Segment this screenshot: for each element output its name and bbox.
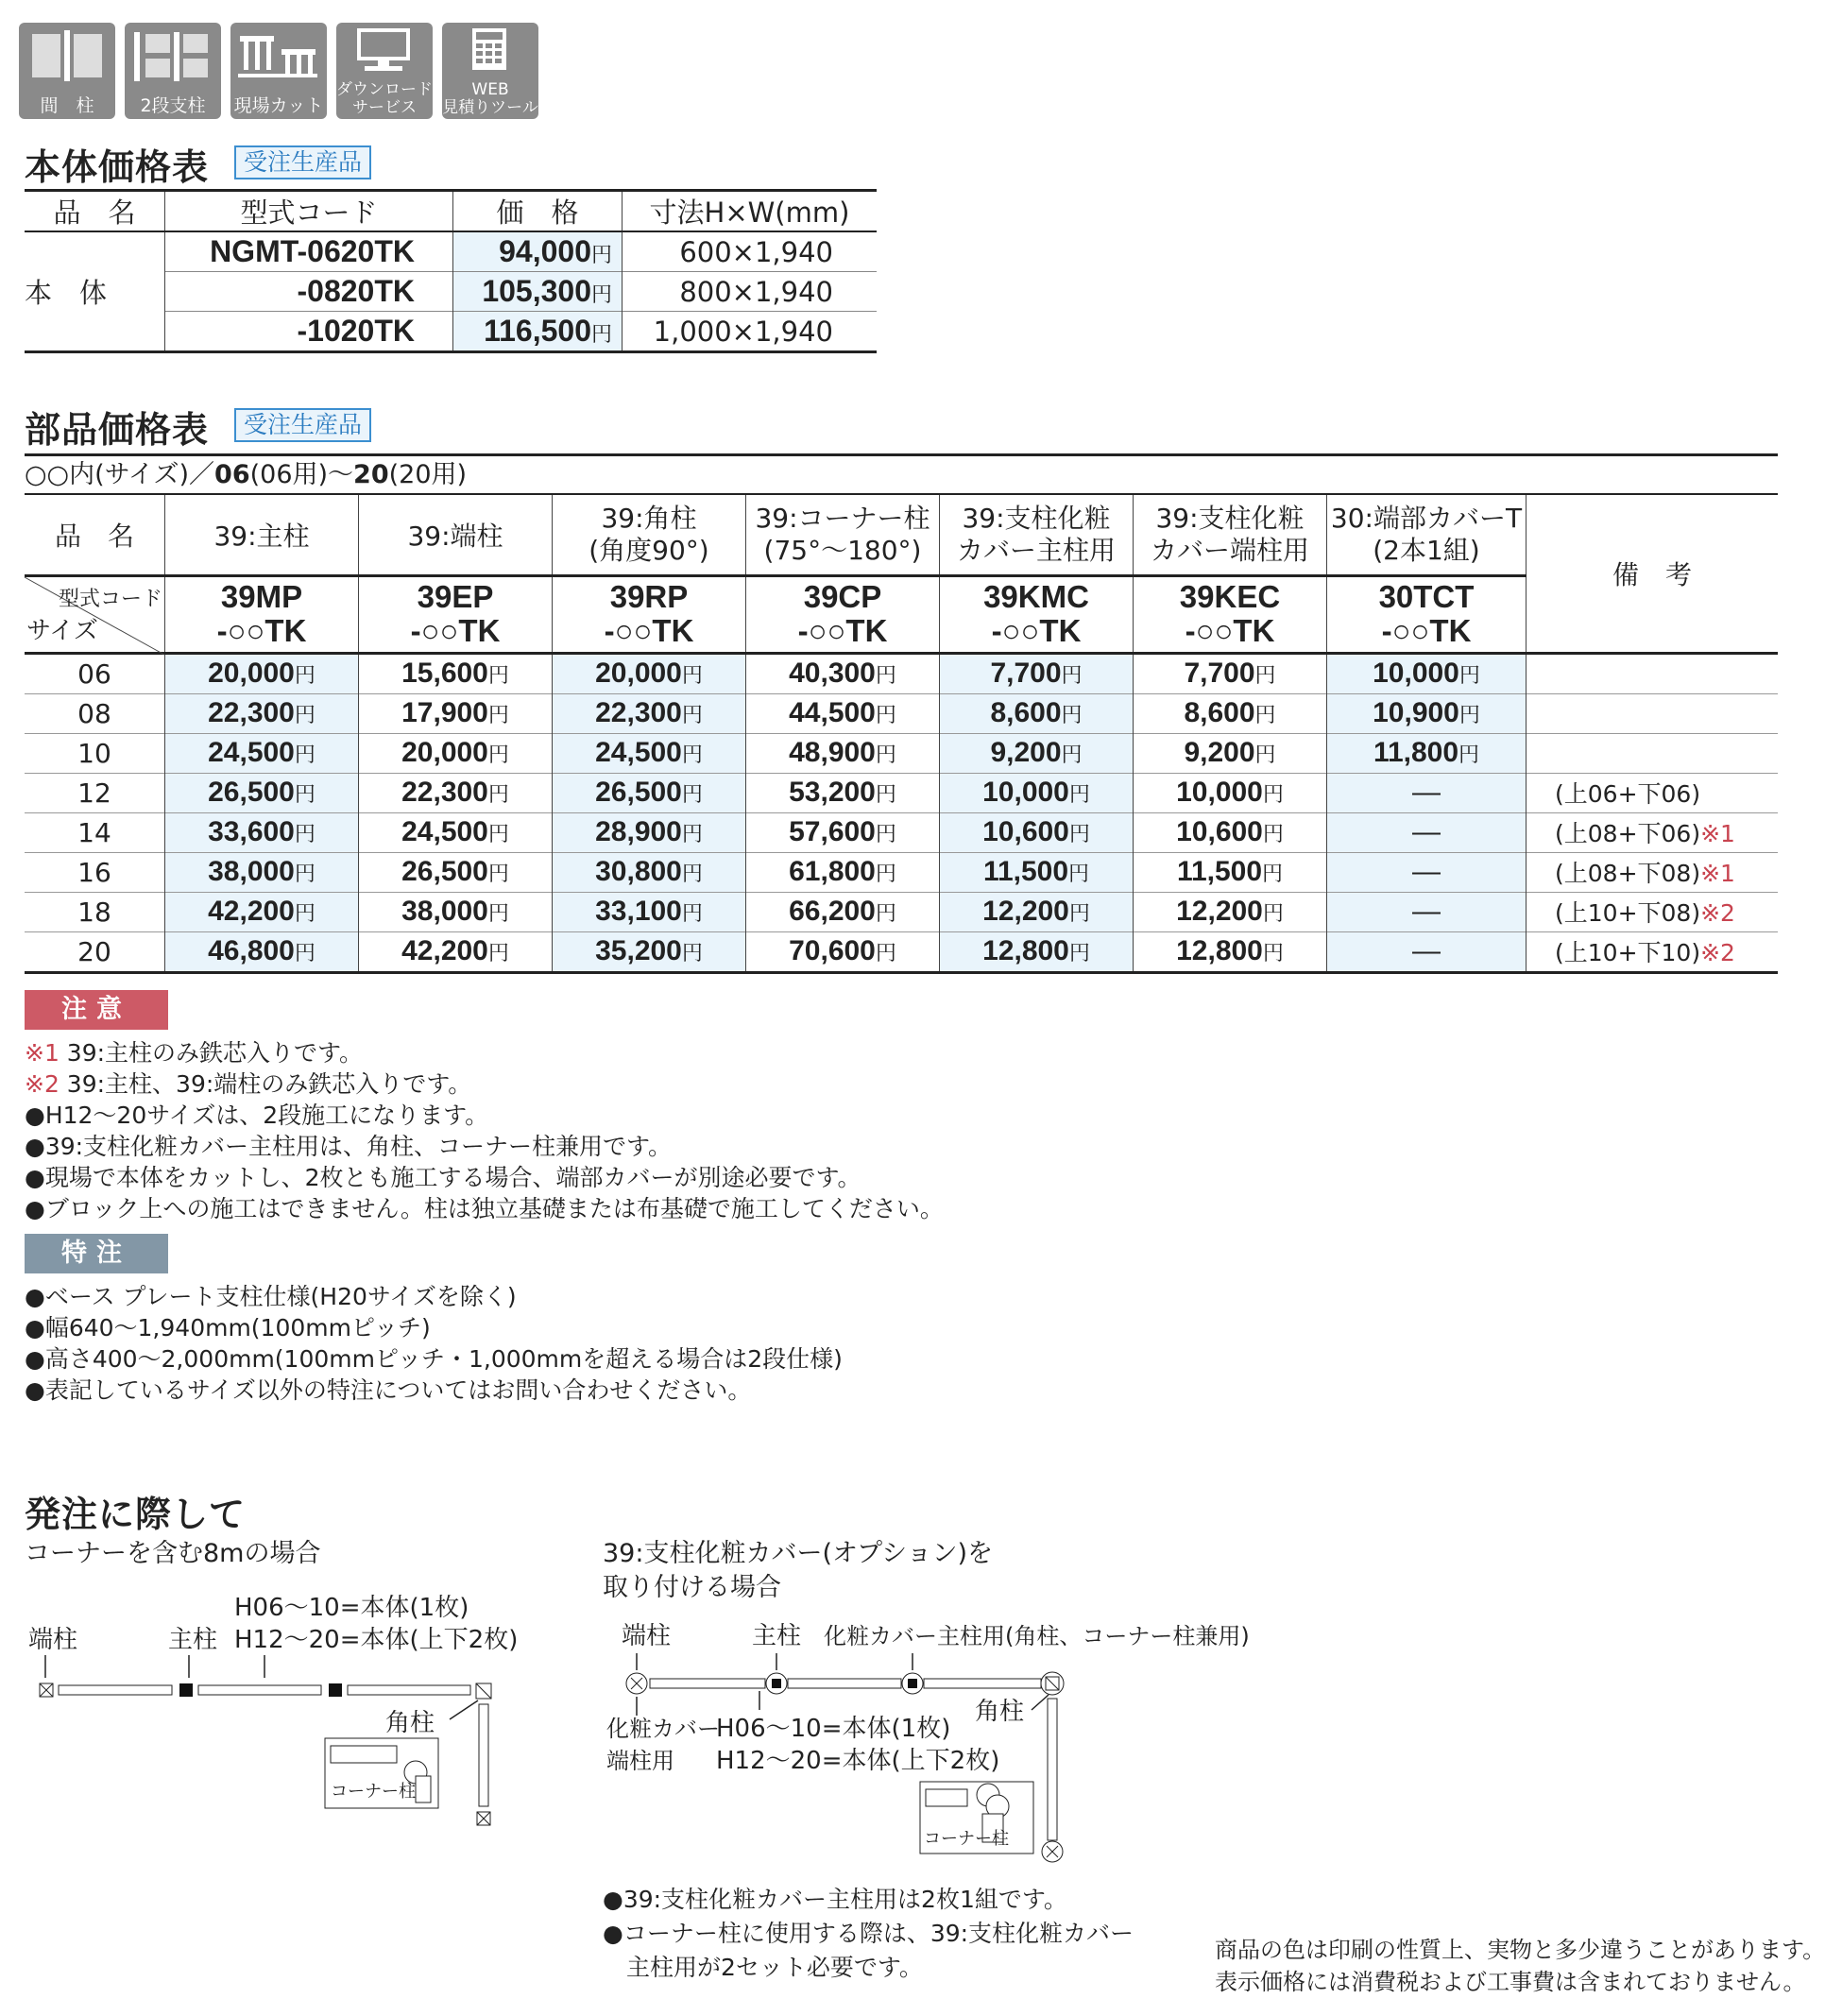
icon-mabashira xyxy=(19,23,115,119)
price-cell: 61,800円 xyxy=(746,852,940,892)
size-cell: 20 xyxy=(77,935,111,967)
special-order-badge: 特注 xyxy=(25,1234,168,1273)
panel xyxy=(788,1679,901,1688)
price-cell: — xyxy=(1327,773,1527,812)
price-cell: 12,200円 xyxy=(940,892,1134,931)
table-row xyxy=(25,812,1778,852)
price-cell: 42,200円 xyxy=(359,931,553,972)
order-left-sub: コーナーを含む8mの場合 xyxy=(25,1539,321,1568)
price-cell: 11,800円 xyxy=(1327,733,1527,773)
corner-detail xyxy=(920,1782,1033,1854)
price-cell: 10,900円 xyxy=(1327,693,1527,733)
price-cell: 33,100円 xyxy=(553,892,746,931)
size-cell: 18 xyxy=(77,896,111,928)
price-cell: — xyxy=(1327,931,1527,972)
size-cell: 10 xyxy=(77,737,111,769)
code-cell: NGMT-0620TK xyxy=(165,231,453,272)
remark-cell xyxy=(1527,733,1779,773)
col-header: 39:支柱化粧 カバー端柱用 xyxy=(1134,494,1327,575)
label-corner: 角柱 xyxy=(975,1698,1025,1726)
left-layout-diagram xyxy=(19,1587,567,1833)
size-cell: 16 xyxy=(77,856,111,888)
panel xyxy=(348,1685,470,1695)
price-cell: 53,200円 xyxy=(746,773,940,812)
order-bullet: ●39:支柱化粧カバー主柱用は2枚1組です。 xyxy=(603,1886,1067,1913)
price-cell: 15,600円 xyxy=(359,653,553,693)
label-h2: H12～20=本体(上下2枚) xyxy=(716,1747,1000,1775)
svg-text:コーナー柱: コーナー柱 xyxy=(331,1782,416,1802)
main-table-title: 本体価格表 xyxy=(25,146,210,188)
table-row xyxy=(25,931,1778,972)
icon-download xyxy=(336,23,433,119)
header-price: 価 格 xyxy=(453,191,623,232)
caution-badge: 注意 xyxy=(25,990,168,1030)
size-notation: ○○内(サイズ)／06(06用)～20(20用) xyxy=(25,460,468,489)
size-cell: 14 xyxy=(77,816,111,848)
price-cell: 38,000円 xyxy=(359,892,553,931)
price-cell: 22,300円 xyxy=(553,693,746,733)
label-end-post: 端柱 xyxy=(622,1622,672,1650)
col-header: 39:支柱化粧 カバー主柱用 xyxy=(940,494,1134,575)
label-main-post: 主柱 xyxy=(752,1622,802,1650)
remark-cell xyxy=(1527,653,1779,693)
caution-line: ●H12～20サイズは、2段施工になります。 xyxy=(25,1102,489,1129)
price-cell: 20,000円 xyxy=(553,653,746,693)
code-cell: -1020TK xyxy=(165,312,453,352)
caution-line: ●ブロック上への施工はできません。柱は独立基礎または布基礎で施工してください。 xyxy=(25,1195,944,1222)
price-cell: 48,900円 xyxy=(746,733,940,773)
size-cell: 12 xyxy=(77,777,111,809)
end-post-mark xyxy=(40,1683,53,1697)
footer-line: 商品の色は印刷の性質上、実物と多少違うことがあります。 xyxy=(1215,1937,1825,1963)
panel xyxy=(924,1679,1041,1688)
table-row xyxy=(25,653,1778,693)
order-right-sub-1: 39:支柱化粧カバー(オプション)を xyxy=(603,1539,994,1568)
label-h1: H06～10=本体(1枚) xyxy=(716,1715,951,1743)
footer-line: 表示価格には消費税および工事費は含まれておりません。 xyxy=(1215,1969,1806,1995)
panel-vertical xyxy=(1048,1699,1057,1840)
corner-post-mark xyxy=(476,1683,491,1699)
monitor-icon xyxy=(336,26,431,79)
panel xyxy=(59,1685,172,1695)
cut-icon xyxy=(230,30,325,83)
price-cell: 40,300円 xyxy=(746,653,940,693)
calculator-icon xyxy=(442,26,537,79)
price-cell: — xyxy=(1327,852,1527,892)
price-cell: 24,500円 xyxy=(553,733,746,773)
price-cell: 35,200円 xyxy=(553,931,746,972)
price-cell: 22,300円 xyxy=(165,693,359,733)
col-header: 39:角柱 (角度90°) xyxy=(553,494,746,575)
size-cell: 1,000×1,940 xyxy=(623,312,878,352)
cover-main-post-mark xyxy=(766,1673,787,1694)
size-cell: 800×1,940 xyxy=(623,272,878,312)
panel xyxy=(198,1685,321,1695)
made-to-order-tag: 受注生産品 xyxy=(234,408,371,442)
price-cell: — xyxy=(1327,812,1527,852)
price-cell: 12,800円 xyxy=(940,931,1134,972)
katashiki-label: 型式コード xyxy=(58,587,162,611)
corner-detail xyxy=(325,1738,438,1808)
caution-line: ●39:支柱化粧カバー主柱用は、角柱、コーナー柱兼用です。 xyxy=(25,1133,673,1160)
panel-icon xyxy=(19,30,113,83)
code-header: 39MP -○○TK xyxy=(165,575,359,653)
price-cell: 10,000円 xyxy=(1327,653,1527,693)
remark-cell: (上10+下08)※2 xyxy=(1527,892,1779,931)
code-header: 39KEC -○○TK xyxy=(1134,575,1327,653)
remark-cell: (上06+下06) xyxy=(1527,773,1779,812)
corner-post-mark xyxy=(1041,1672,1064,1695)
table-row xyxy=(25,852,1778,892)
header-hinmei: 品 名 xyxy=(54,520,134,552)
price-cell: 12,200円 xyxy=(1134,892,1327,931)
price-cell: 26,500円 xyxy=(359,852,553,892)
parts-table-title: 部品価格表 xyxy=(25,409,210,451)
remark-cell: (上08+下08)※1 xyxy=(1527,852,1779,892)
special-line: ●表記しているサイズ以外の特注についてはお問い合わせください。 xyxy=(25,1376,752,1404)
price-cell: 7,700円 xyxy=(1134,653,1327,693)
icon-label-2: サービス xyxy=(352,98,417,117)
panel-vertical xyxy=(479,1704,488,1806)
order-bullet: ●コーナー柱に使用する際は、39:支柱化粧カバー xyxy=(603,1920,1134,1947)
table-row xyxy=(25,773,1778,812)
price-cell: 30,800円 xyxy=(553,852,746,892)
special-line: ●幅640～1,940mm(100mmピッチ) xyxy=(25,1314,431,1341)
table-row xyxy=(25,693,1778,733)
header-code-size xyxy=(25,575,165,653)
price-cell: 26,500円 xyxy=(165,773,359,812)
remark-cell: (上10+下10)※2 xyxy=(1527,931,1779,972)
caution-line: ●現場で本体をカットし、2枚とも施工する場合、端部カバーが別途必要です。 xyxy=(25,1164,861,1191)
price-cell: 8,600円 xyxy=(1134,693,1327,733)
price-cell: 94,000円 xyxy=(453,231,623,272)
price-cell: 22,300円 xyxy=(359,773,553,812)
parts-price-table xyxy=(25,493,1778,974)
price-cell: 38,000円 xyxy=(165,852,359,892)
icon-2dan xyxy=(125,23,221,119)
price-cell: 66,200円 xyxy=(746,892,940,931)
svg-text:コーナー柱: コーナー柱 xyxy=(924,1829,1009,1849)
icon-genba-cut xyxy=(230,23,327,119)
code-header: 39EP -○○TK xyxy=(359,575,553,653)
price-cell: 10,600円 xyxy=(1134,812,1327,852)
order-title: 発注に際して xyxy=(25,1494,247,1535)
header-code: 型式コード xyxy=(165,191,453,232)
price-cell: 11,500円 xyxy=(940,852,1134,892)
size-label: サイズ xyxy=(26,616,98,645)
label-cover-end-1: 化粧カバー xyxy=(606,1716,720,1742)
price-cell: 10,000円 xyxy=(940,773,1134,812)
cover-end-post-mark xyxy=(626,1673,647,1694)
special-line: ●ベース プレート支柱仕様(H20サイズを除く) xyxy=(25,1283,517,1310)
header-size: 寸法H×W(mm) xyxy=(623,191,878,232)
cover-main-post-mark xyxy=(902,1673,923,1694)
price-cell: 57,600円 xyxy=(746,812,940,852)
table-row xyxy=(25,733,1778,773)
price-cell: 10,600円 xyxy=(940,812,1134,852)
header-biko: 備 考 xyxy=(1527,494,1779,653)
label-cover-end-2: 端柱用 xyxy=(606,1748,674,1774)
size-cell: 08 xyxy=(77,697,111,729)
price-cell: 105,300円 xyxy=(453,272,623,312)
label-main-post: 主柱 xyxy=(168,1626,218,1654)
code-header: 39KMC -○○TK xyxy=(940,575,1134,653)
price-cell: 24,500円 xyxy=(359,812,553,852)
price-cell: 12,800円 xyxy=(1134,931,1327,972)
order-right-sub-2: 取り付ける場合 xyxy=(603,1573,781,1602)
price-cell: 42,200円 xyxy=(165,892,359,931)
price-cell: — xyxy=(1327,892,1527,931)
code-header: 39RP -○○TK xyxy=(553,575,746,653)
col-header: 39:主柱 xyxy=(165,494,359,575)
price-cell: 70,600円 xyxy=(746,931,940,972)
caution-line: ※1 39:主柱のみ鉄芯入りです。 xyxy=(25,1039,364,1067)
icon-label: 2段支柱 xyxy=(140,95,206,116)
code-cell: -0820TK xyxy=(165,272,453,312)
icon-label-1: ダウンロード xyxy=(336,80,433,99)
col-header: 39:コーナー柱 (75°～180°) xyxy=(746,494,940,575)
price-cell: 24,500円 xyxy=(165,733,359,773)
size-cell: 06 xyxy=(77,658,111,690)
made-to-order-tag: 受注生産品 xyxy=(234,145,371,179)
remark-cell xyxy=(1527,693,1779,733)
label-h1: H06～10=本体(1枚) xyxy=(234,1594,469,1622)
table-row xyxy=(25,892,1778,931)
end-post-mark xyxy=(477,1812,490,1825)
label-end-post: 端柱 xyxy=(28,1626,78,1654)
icon-label: 間 柱 xyxy=(40,95,94,116)
caution-line: ※2 39:主柱、39:端柱のみ鉄芯入りです。 xyxy=(25,1070,472,1098)
label-corner: 角柱 xyxy=(385,1709,435,1737)
price-cell: 20,000円 xyxy=(359,733,553,773)
row-label-hontai: 本 体 xyxy=(25,277,108,309)
price-cell: 10,000円 xyxy=(1134,773,1327,812)
remark-cell: (上08+下06)※1 xyxy=(1527,812,1779,852)
order-bullet: 主柱用が2セット必要です。 xyxy=(603,1954,923,1981)
price-cell: 9,200円 xyxy=(1134,733,1327,773)
main-price-table xyxy=(25,189,877,353)
right-layout-diagram xyxy=(601,1612,1250,1876)
price-cell: 9,200円 xyxy=(940,733,1134,773)
icon-label-1: WEB xyxy=(471,80,509,99)
main-post-mark xyxy=(329,1683,342,1697)
code-header: 39CP -○○TK xyxy=(746,575,940,653)
price-cell: 26,500円 xyxy=(553,773,746,812)
main-post-mark xyxy=(179,1683,193,1697)
price-cell: 7,700円 xyxy=(940,653,1134,693)
price-cell: 17,900円 xyxy=(359,693,553,733)
special-line: ●高さ400～2,000mm(100mmピッチ・1,000mmを超える場合は2段仕様) xyxy=(25,1345,843,1373)
icon-label: 現場カット xyxy=(233,95,324,116)
size-cell: 600×1,940 xyxy=(623,231,878,272)
price-cell: 46,800円 xyxy=(165,931,359,972)
header-hinmei: 品 名 xyxy=(53,196,136,229)
price-cell: 20,000円 xyxy=(165,653,359,693)
price-cell: 116,500円 xyxy=(453,312,623,352)
double-post-icon xyxy=(125,30,219,83)
price-cell: 28,900円 xyxy=(553,812,746,852)
price-cell: 44,500円 xyxy=(746,693,940,733)
icon-web-tool xyxy=(442,23,538,119)
cover-end-post-mark xyxy=(1042,1841,1063,1862)
price-cell: 33,600円 xyxy=(165,812,359,852)
price-cell: 8,600円 xyxy=(940,693,1134,733)
code-header: 30TCT -○○TK xyxy=(1327,575,1527,653)
icon-label-2: 見積りツール xyxy=(442,98,538,117)
label-h2: H12～20=本体(上下2枚) xyxy=(234,1626,519,1654)
label-cover-main: 化粧カバー主柱用(角柱、コーナー柱兼用) xyxy=(824,1623,1250,1649)
price-cell: 11,500円 xyxy=(1134,852,1327,892)
col-header: 39:端柱 xyxy=(359,494,553,575)
col-header: 30:端部カバーT (2本1組) xyxy=(1327,494,1527,575)
panel xyxy=(650,1679,765,1688)
